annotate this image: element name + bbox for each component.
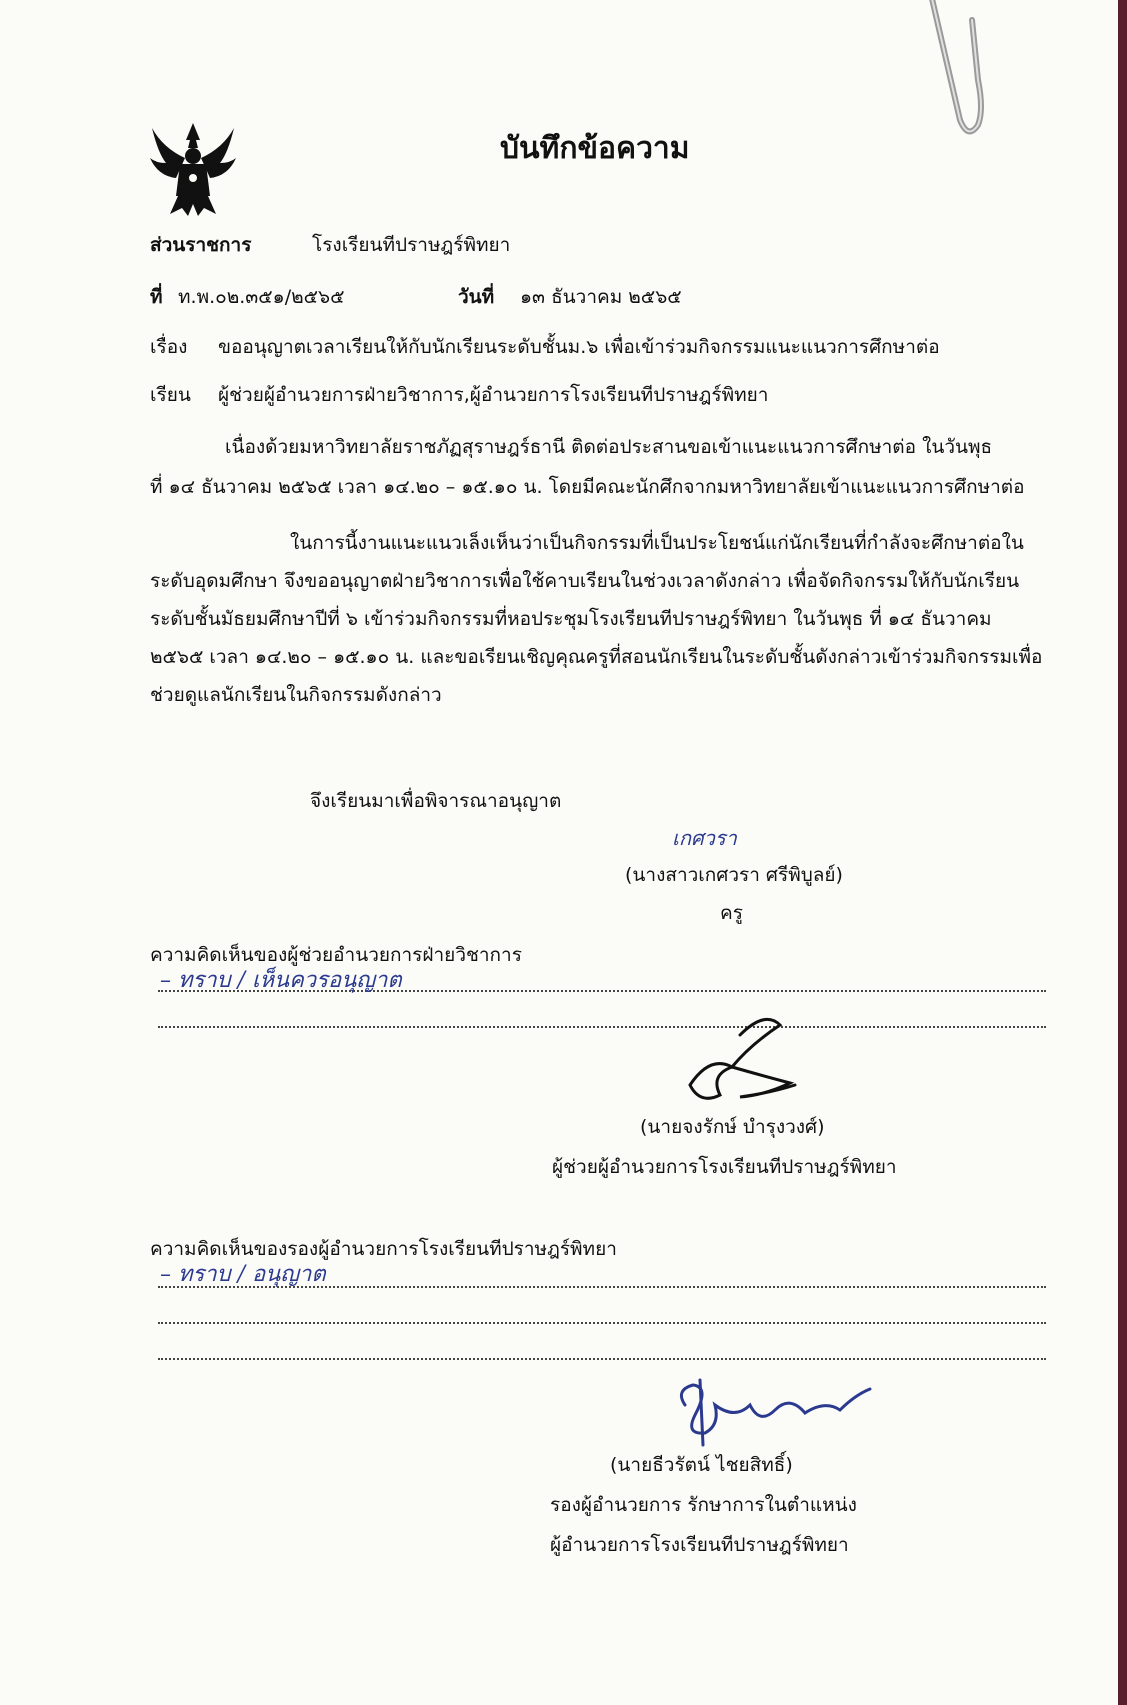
date-label: วันที่: [458, 286, 495, 308]
opinion2-signer-position-1: รองผู้อำนวยการ รักษาการในตำแหน่ง: [550, 1494, 857, 1516]
garuda-emblem-icon: [148, 118, 238, 218]
ref-label: ที่: [150, 286, 163, 308]
dotted-line: [158, 1322, 1046, 1324]
subject-value: ขออนุญาตเวลาเรียนให้กับนักเรียนระดับชั้นม.๖ เพื่อเข้าร่วมกิจกรรมแนะแนวการศึกษาต่อ: [218, 336, 940, 358]
signer1-position: ครู: [720, 902, 743, 924]
dotted-line: [158, 1026, 1046, 1028]
opinion1-handwritten: – ทราบ / เห็นควรอนุญาต: [160, 968, 402, 993]
closing-text: จึงเรียนมาเพื่อพิจารณาอนุญาต: [310, 790, 562, 812]
opinion2-label: ความคิดเห็นของรองผู้อำนวยการโรงเรียนทีปราษฎร์พิทยา: [150, 1238, 617, 1260]
para1-line: เนื่องด้วยมหาวิทยาลัยราชภัฏสุราษฎร์ธานี ติดต่อประสานขอเข้าแนะแนวการศึกษาต่อ ในวันพุธ: [225, 436, 993, 458]
date-value: ๑๓ ธันวาคม ๒๕๖๕: [520, 286, 682, 308]
signature-2-icon: [670, 1005, 810, 1105]
para2-line: ระดับชั้นมัธยมศึกษาปีที่ ๖ เข้าร่วมกิจกรรมที่หอประชุมโรงเรียนทีปราษฎร์พิทยา ในวันพุธ ที่ ๑๔ ธันวาคม: [150, 608, 992, 630]
signature-3-icon: [665, 1375, 875, 1455]
opinion2-signer-name: (นายธีวรัตน์ ไชยสิทธิ์): [610, 1454, 793, 1476]
paper-clip-icon: [920, 0, 990, 150]
dept-value: โรงเรียนทีปราษฎร์พิทยา: [312, 234, 511, 256]
signature-1: เกศวรา: [672, 826, 737, 850]
opinion2-handwritten: – ทราบ / อนุญาต: [160, 1262, 326, 1287]
dotted-line: [158, 1286, 1046, 1288]
opinion1-label: ความคิดเห็นของผู้ช่วยอำนวยการฝ่ายวิชาการ: [150, 944, 522, 966]
opinion1-signer-name: (นายจงรักษ์ บำรุงวงศ์): [640, 1116, 825, 1138]
para2-line: ช่วยดูแลนักเรียนในกิจกรรมดังกล่าว: [150, 684, 442, 706]
to-value: ผู้ช่วยผู้อำนวยการฝ่ายวิชาการ,ผู้อำนวยการโรงเรียนทีปราษฎร์พิทยา: [218, 384, 769, 406]
subject-label: เรื่อง: [150, 336, 188, 358]
page-title: บันทึกข้อความ: [500, 131, 690, 166]
signer1-name: (นางสาวเกศวรา ศรีพิบูลย์): [625, 864, 843, 886]
para2-line: ระดับอุดมศึกษา จึงขออนุญาตฝ่ายวิชาการเพื่อใช้คาบเรียนในช่วงเวลาดังกล่าว เพื่อจัดกิจกรรมให้กับนักเรียน: [150, 570, 1020, 592]
opinion2-signer-position-2: ผู้อำนวยการโรงเรียนทีปราษฎร์พิทยา: [550, 1534, 849, 1556]
dotted-line: [158, 1358, 1046, 1360]
opinion1-signer-position: ผู้ช่วยผู้อำนวยการโรงเรียนทีปราษฎร์พิทยา: [552, 1156, 897, 1178]
ref-value: ท.พ.๐๒.๓๕๑/๒๕๖๕: [178, 286, 345, 308]
para2-line: ๒๕๖๕ เวลา ๑๔.๒๐ – ๑๕.๑๐ น. และขอเรียนเชิญคุณครูที่สอนนักเรียนในระดับชั้นดังกล่าวเข้าร่วมกิจกรรมเพื่อ: [150, 646, 1043, 668]
para1-line: ที่ ๑๔ ธันวาคม ๒๕๖๕ เวลา ๑๔.๒๐ – ๑๕.๑๐ น. โดยมีคณะนักศึกจากมหาวิทยาลัยเข้าแนะแนวการศึกษาต่อ: [150, 476, 1025, 498]
dept-label: ส่วนราชการ: [150, 234, 252, 256]
para2-line: ในการนี้งานแนะแนวเล็งเห็นว่าเป็นกิจกรรมที่เป็นประโยชน์แก่นักเรียนที่กำลังจะศึกษาต่อใน: [290, 532, 1024, 554]
to-label: เรียน: [150, 384, 191, 406]
